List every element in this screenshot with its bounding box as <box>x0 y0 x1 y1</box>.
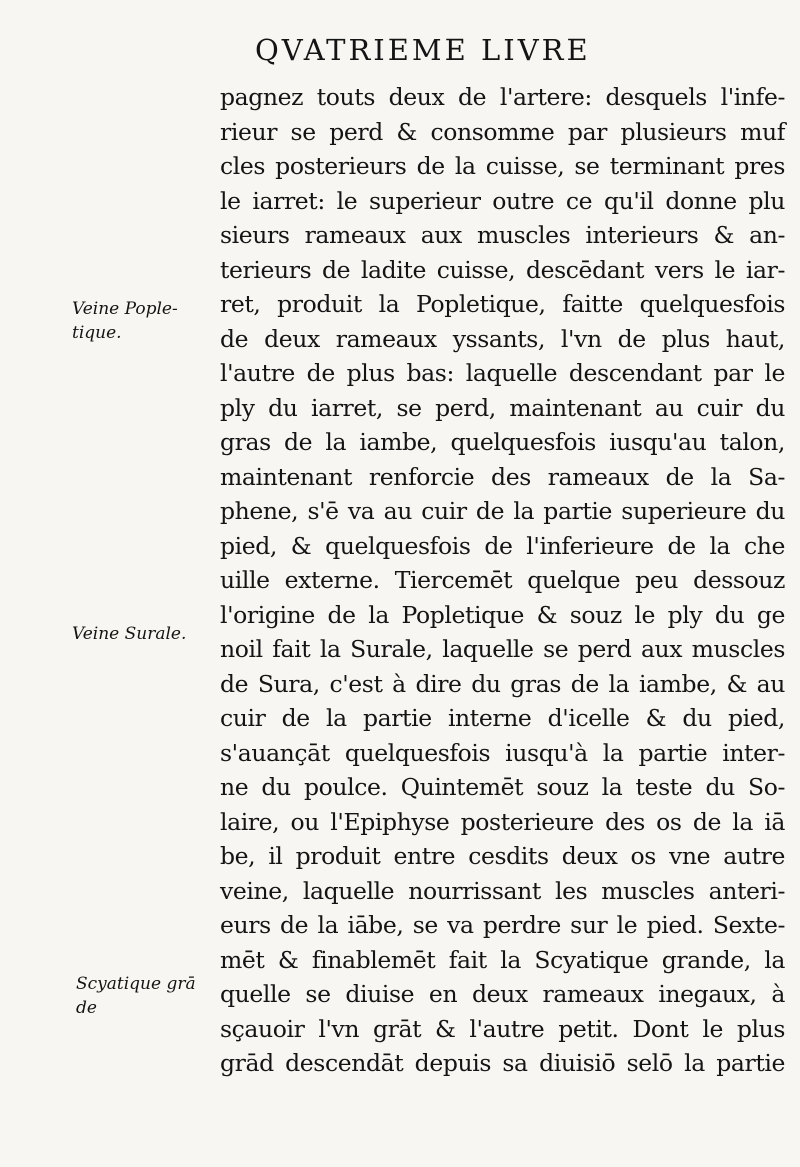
text-line: uille externe. Tiercemēt quelque peu dessouz <box>220 566 785 594</box>
margin-note-line: Scyatique grā <box>76 974 196 994</box>
text-line: pagnez touts deux de l'artere: desquels l'infe- <box>220 83 785 111</box>
text-line: noil fait la Surale, laquelle se perd aux muscles <box>220 635 785 663</box>
text-line: gras de la iambe, quelquesfois iusqu'au talon, <box>220 428 785 456</box>
text-line: cles posterieurs de la cuisse, se terminant pres <box>220 152 785 180</box>
margin-note-line: Veine Pople- <box>72 299 178 319</box>
body-text <box>220 80 785 1081</box>
text-line: l'autre de plus bas: laquelle descendant par le <box>220 359 785 387</box>
text-line: cuir de la partie interne d'icelle & du pied, <box>220 704 785 732</box>
text-line: mēt & finablemēt fait la Scyatique grande, la <box>220 945 785 974</box>
margin-note-surale <box>72 622 222 646</box>
text-line: maintenant renforcie des rameaux de la Sa- <box>220 462 785 491</box>
text-line: rieur se perd & consomme par plusieurs muf <box>220 117 785 146</box>
text-line: veine, laquelle nourrissant les muscles anteri- <box>220 876 785 905</box>
text-line: eurs de la iābe, se va perdre sur le pied. Sexte- <box>220 911 785 939</box>
text-line: s'auançāt quelquesfois iusqu'à la partie inter- <box>220 738 785 767</box>
text-line: pied, & quelquesfois de l'inferieure de la che <box>220 531 785 560</box>
text-line: laire, ou l'Epiphyse posterieure des os de la iā <box>220 807 785 836</box>
text-line: de Sura, c'est à dire du gras de la iambe, & au <box>220 669 785 698</box>
margin-note-scyatique <box>76 972 226 1020</box>
text-line: ply du iarret, se perd, maintenant au cuir du <box>220 393 785 422</box>
text-line: sçauoir l'vn grāt & l'autre petit. Dont le plus <box>220 1014 785 1043</box>
margin-note-line: tique. <box>72 323 122 343</box>
text-line: ne du poulce. Quintemēt souz la teste du So- <box>220 773 785 801</box>
margin-note-line: Veine Surale. <box>72 624 187 644</box>
text-line: phene, s'ē va au cuir de la partie superieure du <box>220 497 785 525</box>
text-line: grād descendāt depuis sa diuisiō selō la partie <box>220 1049 785 1077</box>
text-line: ret, produit la Popletique, faitte quelquesfois <box>220 290 785 318</box>
text-line: be, il produit entre cesdits deux os vne autre <box>220 842 785 870</box>
margin-note-poplitique <box>72 297 222 345</box>
running-head: QVATRIEME LIVRE <box>255 33 591 67</box>
text-line: quelle se diuise en deux rameaux inegaux, à <box>220 980 785 1008</box>
margin-note-line: de <box>76 998 97 1018</box>
text-line: l'origine de la Popletique & souz le ply du ge <box>220 600 785 629</box>
text-line: sieurs rameaux aux muscles interieurs & an- <box>220 221 785 249</box>
text-line: terieurs de ladite cuisse, descēdant vers le iar- <box>220 255 785 284</box>
text-line: de deux rameaux yssants, l'vn de plus haut, <box>220 324 785 353</box>
text-line: le iarret: le superieur outre ce qu'il donne plu <box>220 186 785 215</box>
